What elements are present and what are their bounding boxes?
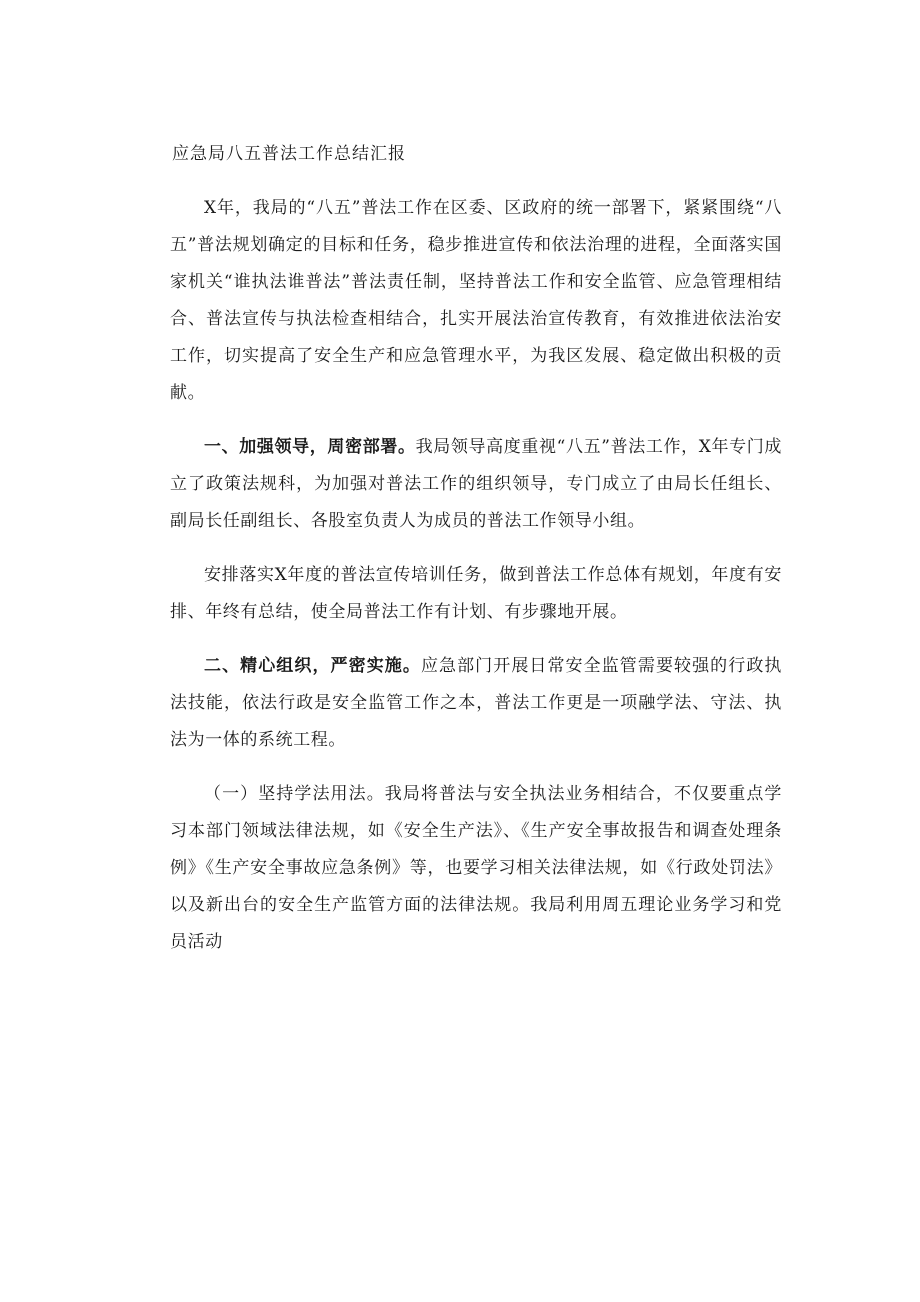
document-title: 应急局八五普法工作总结汇报 [172, 144, 406, 164]
paragraph-section-2 [170, 648, 782, 759]
section-heading: 一、加强领导，周密部署。 [204, 437, 416, 457]
document-body [170, 136, 782, 978]
paragraph-annual-plan [170, 557, 782, 631]
paragraph-section-1 [170, 429, 782, 540]
paragraph-text: 应急部门开展日常安全监管需要较强的行政执法技能，依法行政是安全监管工作之本，普法工作更是一项融学法、守法、执法为一体的系统工程。 [170, 656, 783, 750]
paragraph-text: X年，我局的“八五”普法工作在区委、区政府的统一部署下，紧紧围绕“八五”普法规划确定的目标和任务，稳步推进宣传和依法治理的进程，全面落实国家机关“谁执法谁普法”普法责任制，坚持普法工作和安全监管、应急管理相结合、普法宣传与执法检查相结合，扎实开展法治宣传教育，有效推进依法治安工作，切实提高了安全生产和应急管理水平，为我区发展、稳定做出积极的贡献。 [170, 198, 782, 403]
paragraph-subsection-1 [170, 776, 782, 961]
paragraph-text: 安排落实X年度的普法宣传培训任务，做到普法工作总体有规划，年度有安排、年终有总结，使全局普法工作有计划、有步骤地开展。 [170, 565, 782, 622]
paragraph-text: （一）坚持学法用法。我局将普法与安全执法业务相结合，不仅要重点学习本部门领域法律法规，如《安全生产法》、《生产安全事故报告和调查处理条例》《生产安全事故应急条例》等，也要学习相关法律法规，如《行政处罚法》以及新出台的安全生产监管方面的法律法规。我局利用周五理论业务学习和党员活动 [170, 784, 782, 952]
paragraph-intro [170, 190, 782, 412]
paragraph-text: 我局领导高度重视“八五”普法工作，X年专门成立了政策法规科，为加强对普法工作的组织领导，专门成立了由局长任组长、副局长任副组长、各股室负责人为成员的普法工作领导小组。 [170, 437, 782, 531]
section-heading: 二、精心组织，严密实施。 [204, 656, 421, 676]
